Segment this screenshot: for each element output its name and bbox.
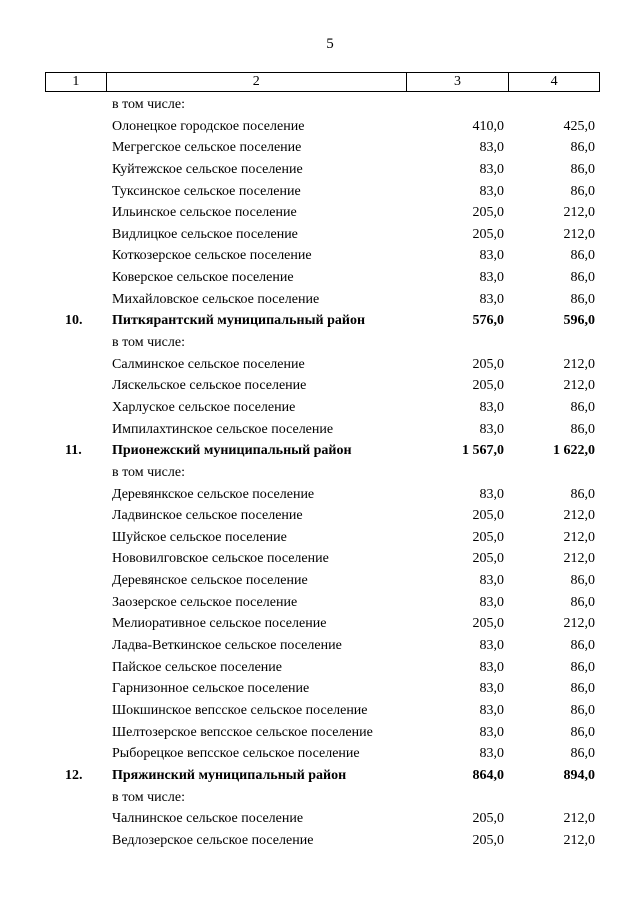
row-value-col3: 205,0 <box>472 508 504 524</box>
row-value-col4: 86,0 <box>570 399 595 415</box>
row-name: Гарнизонное сельское поселение <box>112 681 310 697</box>
column-header-4: 4 <box>550 74 558 89</box>
row-value-col4: 86,0 <box>570 486 595 502</box>
table-row <box>0 137 640 159</box>
table-row <box>0 635 640 657</box>
column-header-3: 3 <box>407 73 510 91</box>
row-value-col4: 425,0 <box>563 118 595 134</box>
table-row <box>0 202 640 224</box>
row-value-col3: 83,0 <box>479 291 504 307</box>
table-row <box>0 743 640 765</box>
table-row <box>0 159 640 181</box>
row-value-col4: 894,0 <box>563 767 595 783</box>
row-name: Чалнинское сельское поселение <box>112 811 304 827</box>
row-value-col3: 205,0 <box>472 811 504 827</box>
row-name: Нововилговское сельское поселение <box>112 551 329 567</box>
column-header-1: 1 <box>46 73 107 91</box>
row-name: Мегрегское сельское поселение <box>112 140 302 156</box>
table-row <box>0 462 640 484</box>
row-value-col3: 83,0 <box>479 573 504 589</box>
row-name: Шокшинское вепсское сельское поселение <box>112 702 368 718</box>
row-value-col3: 83,0 <box>479 270 504 286</box>
row-name: в том числе: <box>112 464 185 480</box>
row-value-col3: 864,0 <box>472 767 504 783</box>
row-name: Салминское сельское поселение <box>112 356 305 372</box>
row-name: Ильинское сельское поселение <box>112 205 297 221</box>
row-value-col4: 86,0 <box>570 161 595 177</box>
row-name: Харлуское сельское поселение <box>112 399 296 415</box>
row-name: Ладвинское сельское поселение <box>112 508 303 524</box>
row-name: Коверское сельское поселение <box>112 270 294 286</box>
row-value-col3: 83,0 <box>479 248 504 264</box>
row-name: в том числе: <box>112 335 185 351</box>
table-row <box>0 722 640 744</box>
table-row <box>0 592 640 614</box>
row-value-col4: 86,0 <box>570 724 595 740</box>
row-value-col3: 205,0 <box>472 832 504 848</box>
table-row <box>0 94 640 116</box>
row-number: 10. <box>65 313 83 329</box>
table-row <box>0 484 640 506</box>
column-header-2: 2 <box>107 73 407 91</box>
row-name: Олонецкое городское поселение <box>112 118 305 134</box>
table-row <box>0 505 640 527</box>
row-value-col4: 86,0 <box>570 140 595 156</box>
row-name: Туксинское сельское поселение <box>112 183 301 199</box>
row-value-col3: 83,0 <box>479 183 504 199</box>
row-value-col3: 576,0 <box>472 313 504 329</box>
table-row <box>0 245 640 267</box>
table-row <box>0 332 640 354</box>
table-row <box>0 570 640 592</box>
row-value-col4: 212,0 <box>563 226 595 242</box>
row-name: Прионежский муниципальный район <box>112 443 352 459</box>
row-value-col4: 212,0 <box>563 356 595 372</box>
row-value-col4: 86,0 <box>570 746 595 762</box>
row-name: Шуйское сельское поселение <box>112 529 287 545</box>
row-value-col4: 596,0 <box>563 313 595 329</box>
row-value-col4: 212,0 <box>563 508 595 524</box>
table-row <box>0 354 640 376</box>
table-row <box>0 678 640 700</box>
table-row <box>0 116 640 138</box>
district-row <box>0 765 640 787</box>
row-value-col4: 212,0 <box>563 832 595 848</box>
row-value-col3: 83,0 <box>479 594 504 610</box>
table-row <box>0 289 640 311</box>
row-name: Питкярантский муниципальный район <box>112 313 366 329</box>
row-name: в том числе: <box>112 789 185 805</box>
row-value-col4: 86,0 <box>570 270 595 286</box>
table-row <box>0 787 640 809</box>
row-value-col3: 205,0 <box>472 529 504 545</box>
row-value-col4: 212,0 <box>563 205 595 221</box>
row-value-col3: 205,0 <box>472 356 504 372</box>
row-value-col4: 212,0 <box>563 811 595 827</box>
row-name: Пряжинский муниципальный район <box>112 767 347 783</box>
row-value-col4: 86,0 <box>570 659 595 675</box>
row-value-col3: 83,0 <box>479 161 504 177</box>
row-name: Ведлозерское сельское поселение <box>112 832 314 848</box>
table-row <box>0 375 640 397</box>
row-value-col4: 86,0 <box>570 681 595 697</box>
district-row <box>0 310 640 332</box>
row-name: Видлицкое сельское поселение <box>112 226 298 242</box>
row-name: в том числе: <box>112 97 185 112</box>
row-value-col3: 410,0 <box>472 118 504 134</box>
page-number: 5 <box>326 36 334 52</box>
row-value-col4: 212,0 <box>563 529 595 545</box>
row-name: Михайловское сельское поселение <box>112 291 320 307</box>
row-value-col3: 83,0 <box>479 702 504 718</box>
table-row <box>0 700 640 722</box>
row-value-col3: 205,0 <box>472 551 504 567</box>
row-number: 12. <box>65 767 83 783</box>
row-name: Пайское сельское поселение <box>112 659 283 675</box>
row-value-col3: 205,0 <box>472 226 504 242</box>
row-value-col4: 86,0 <box>570 638 595 654</box>
row-name: Коткозерское сельское поселение <box>112 248 312 264</box>
row-name: Шелтозерское вепсское сельское поселение <box>112 724 373 740</box>
row-value-col4: 86,0 <box>570 248 595 264</box>
row-name: Импилахтинское сельское поселение <box>112 421 334 437</box>
district-row <box>0 440 640 462</box>
row-value-col4: 86,0 <box>570 573 595 589</box>
table-row <box>0 613 640 635</box>
table-row <box>0 267 640 289</box>
row-value-col4: 86,0 <box>570 594 595 610</box>
row-value-col3: 83,0 <box>479 486 504 502</box>
table-row <box>0 830 640 852</box>
row-value-col3: 83,0 <box>479 659 504 675</box>
row-value-col3: 83,0 <box>479 746 504 762</box>
table-row <box>0 527 640 549</box>
row-name: Ладва-Веткинское сельское поселение <box>112 638 342 654</box>
row-name: Ляскельское сельское поселение <box>112 378 307 394</box>
row-name: Деревянкское сельское поселение <box>112 486 315 502</box>
row-value-col3: 83,0 <box>479 724 504 740</box>
row-name: Мелиоративное сельское поселение <box>112 616 327 632</box>
row-value-col4: 212,0 <box>563 551 595 567</box>
row-value-col3: 83,0 <box>479 638 504 654</box>
row-value-col3: 83,0 <box>479 421 504 437</box>
table-row <box>0 419 640 441</box>
row-number: 11. <box>65 443 82 459</box>
table-row <box>0 548 640 570</box>
table-body <box>0 94 640 851</box>
row-name: Заозерское сельское поселение <box>112 594 298 610</box>
row-value-col4: 86,0 <box>570 183 595 199</box>
row-value-col3: 83,0 <box>479 681 504 697</box>
row-value-col3: 205,0 <box>472 378 504 394</box>
table-row <box>0 808 640 830</box>
row-value-col4: 212,0 <box>563 378 595 394</box>
table-row <box>0 224 640 246</box>
row-value-col3: 83,0 <box>479 140 504 156</box>
table-header <box>45 72 600 92</box>
row-value-col4: 86,0 <box>570 421 595 437</box>
row-name: Деревянское сельское поселение <box>112 573 308 589</box>
row-value-col3: 205,0 <box>472 205 504 221</box>
table-row <box>0 181 640 203</box>
row-value-col4: 1 622,0 <box>553 443 595 459</box>
row-value-col4: 86,0 <box>570 702 595 718</box>
row-value-col3: 205,0 <box>472 616 504 632</box>
row-value-col4: 212,0 <box>563 616 595 632</box>
row-value-col4: 86,0 <box>570 291 595 307</box>
row-value-col3: 83,0 <box>479 399 504 415</box>
row-value-col3: 1 567,0 <box>462 443 504 459</box>
table-row <box>0 397 640 419</box>
row-name: Рыборецкое вепсское сельское поселение <box>112 746 360 762</box>
row-name: Куйтежское сельское поселение <box>112 161 303 177</box>
table-row <box>0 657 640 679</box>
